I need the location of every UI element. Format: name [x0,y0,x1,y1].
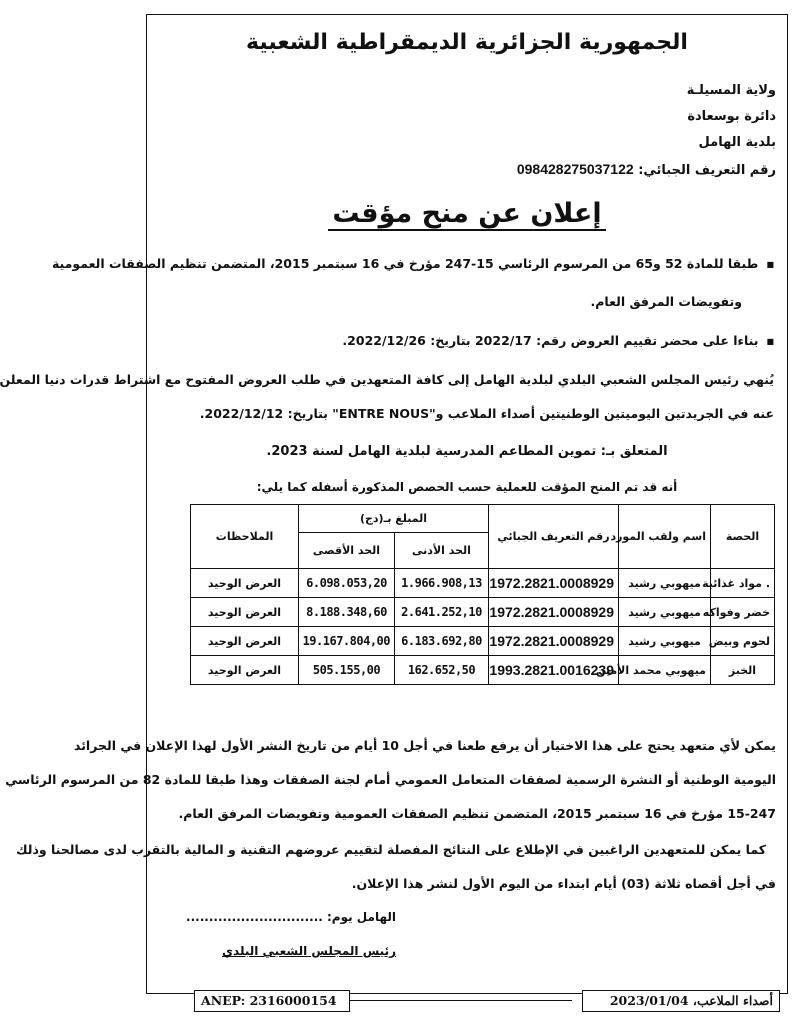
cell-max: 19.167.804,00 [299,627,395,656]
cell-supplier: ميهوبي محمد الأمين [619,656,711,685]
paragraph-evaluation: ■ بناءا على محضر تقييم العروض رقم: 2022/17 بتاريخ: 2022/12/26. [154,333,774,348]
tax-id-label: رقم التعريف الجبائي: [638,163,776,178]
header-max: الحد الأقصى [299,533,395,569]
announcement-title [128,198,806,229]
footer-rule [350,1000,572,1001]
republic-heading: الجمهورية الجزائرية الديمقراطية الشعبية [246,30,688,55]
results-paragraph-cont: في أجل أقصاه ثلاثة (03) أيام ابتداء من اليوم الأول لنشر هذا الإعلان. [351,876,776,891]
signature-signer: رئيس المجلس الشعبي البلدي [222,944,396,958]
signature-place: الهامل يوم: [327,910,396,924]
cell-max: 6.098.053,20 [299,569,395,598]
tax-id-line [517,156,776,184]
cell-notes: العرض الوحيد [191,627,299,656]
results-paragraph: كما يمكن للمتعهدين الراغبين في الإطلاع على النتائج المفصلة لتقييم عروضهم التقنية و المالية بالتقرب لدى مصالحنا وذلك [16,842,766,857]
wilaya-line: ولاية المسيلـة [686,83,776,98]
cell-min: 1.966.908,13 [395,569,489,598]
intro-line: أنه قد تم المنح المؤقت للعملية حسب الحصص المذكورة أسفله كما يلي: [256,480,678,494]
table-row [191,656,775,685]
appeal-paragraph: يمكن لأي متعهد يحتج على هذا الاختيار أن يرفع طعنا في أجل 10 أيام من تاريخ النشر الأول لهذا الإعلان في الجرائد [74,738,776,753]
header-notes: الملاحظات [191,505,299,569]
cell-tax-id: 1993.2821.0016239 [489,656,619,685]
publication-box: أصداء الملاعب، 2023/01/04 [582,990,780,1012]
header-min: الحد الأدنى [395,533,489,569]
cell-notes: العرض الوحيد [191,656,299,685]
cell-supplier: ميهوبي رشيد [619,598,711,627]
cell-min: 2.641.252,10 [395,598,489,627]
cell-tax-id: 1972.2821.0008929 [489,627,619,656]
subject-line: المتعلق بـ: تموين المطاعم المدرسية لبلدية الهامل لسنة 2023. [266,444,668,459]
cell-tax-id: 1972.2821.0008929 [489,569,619,598]
table-row [191,627,775,656]
cell-notes: العرض الوحيد [191,598,299,627]
awards-table [190,504,775,685]
table-row [191,569,775,598]
appeal-paragraph-cont: اليومية الوطنية أو النشرة الرسمية لصفقات المتعامل العمومي أمام لجنة الصفقات وهذا طبقا للمادة 82 من المرسوم الرئاسي [5,772,776,787]
paragraph-notice-cont: عنه في الجريدتين اليوميتين الوطنيتين أصداء الملاعب و"ENTRE NOUS" بتاريخ: 2022/12/12. [199,406,774,421]
cell-tax-id: 1972.2821.0008929 [489,598,619,627]
cell-lot: خضر وفواكه [711,598,775,627]
baladia-line: بلدية الهامل [698,135,776,150]
admin-block [517,78,776,184]
cell-lot: لحوم وبيض [711,627,775,656]
tax-id-value: 098428275037122 [516,161,634,177]
anep-box: ANEP: 2316000154 [194,990,350,1012]
cell-lot: الخبز [711,656,775,685]
header-amount: المبلغ بـ(دج) [299,505,489,533]
cell-supplier: ميهوبي رشيد [619,627,711,656]
cell-max: 8.188.348,60 [299,598,395,627]
cell-min: 6.183.692,80 [395,627,489,656]
cell-lot: . مواد غذائية [711,569,775,598]
table-row [191,598,775,627]
cell-notes: العرض الوحيد [191,569,299,598]
appeal-paragraph-cont2: 15-247 مؤرخ في 16 سبتمبر 2015، المتضمن تنظيم الصفقات العمومية وتفويضات المرفق العام. [178,806,776,821]
daira-line: دائرة بوسعادة [687,109,776,124]
paragraph-legal-basis-cont: وتفويضات المرفق العام. [590,294,742,309]
cell-min: 162.652,50 [395,656,489,685]
header-tax-id: رقم التعريف الجبائي [489,505,619,569]
paragraph-notice: يُنهي رئيس المجلس الشعبي البلدي لبلدية الهامل إلى كافة المتعهدين في طلب العروض المفتوح مع اشتراط قدرات دنيا المعلن [0,372,774,387]
signature-date [186,910,396,924]
header-lot: الحصة [711,505,775,569]
cell-supplier: ميهوبي رشيد [619,569,711,598]
title-text: إعلان عن منح مؤقت [328,198,605,231]
signature-dots: .............................. [186,910,323,924]
cell-max: 505.155,00 [299,656,395,685]
paragraph-legal-basis: ■ طبقا للمادة 52 و65 من المرسوم الرئاسي 15-247 مؤرخ في 16 سبتمبر 2015، المتضمن تنظيم الصفقات العمومية [154,256,774,271]
header-supplier: اسم ولقب المورد [619,505,711,569]
